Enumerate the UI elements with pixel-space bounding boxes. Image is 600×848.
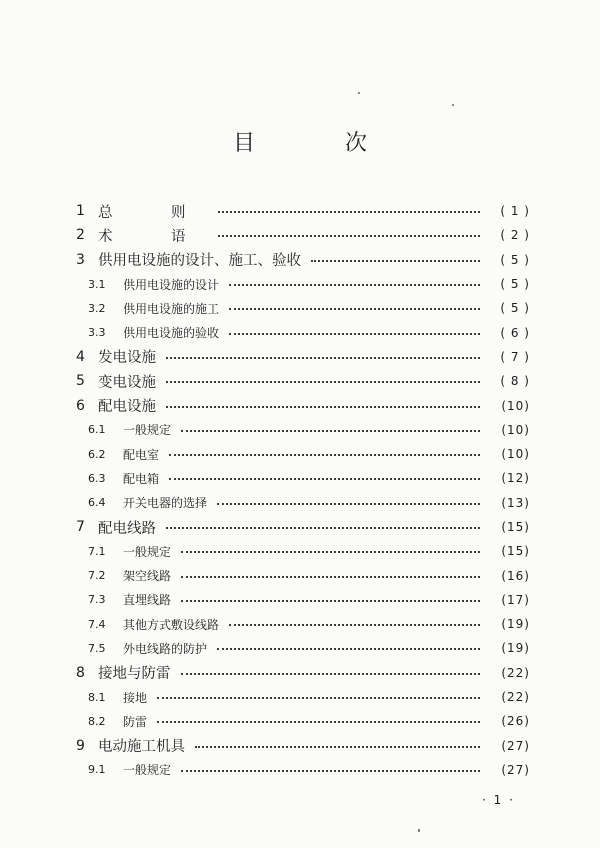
toc-entry: [76, 345, 530, 369]
dot-leader: [311, 258, 480, 262]
toc-entry-title: 供用电设施的施工: [123, 301, 220, 316]
dot-leader: [181, 768, 480, 772]
toc-entry-page: ( 7 ): [500, 349, 530, 364]
toc-entry: [76, 539, 530, 563]
toc-entry-title: 电动施工机具: [98, 739, 185, 756]
toc-entry-title: 配电箱: [123, 471, 160, 486]
toc-entry: [76, 466, 530, 490]
toc-entry-title: 接地: [123, 690, 148, 705]
toc-entry-number: 7.5: [88, 641, 106, 655]
toc-entry-title: 总 则: [98, 204, 208, 221]
dot-leader: [166, 404, 480, 408]
toc-entry-title: 一般规定: [123, 763, 172, 778]
toc-entry: [76, 685, 530, 709]
toc-entry-number: 8: [76, 664, 85, 681]
toc-entry-page: (15): [501, 520, 530, 534]
toc-entry-page: ( 5 ): [500, 277, 530, 292]
toc-entry-number: 9: [76, 737, 85, 754]
toc-entry: [76, 588, 530, 612]
dot-leader: [166, 525, 480, 529]
dot-leader: [229, 282, 480, 286]
toc-entry-number: 3.1: [88, 277, 106, 291]
toc-entry: [76, 612, 530, 636]
toc-entry-number: 7.1: [88, 544, 106, 558]
toc-entry-title: 术 语: [98, 228, 208, 245]
dot-leader: [229, 306, 480, 310]
toc-entry-page: (26): [501, 714, 530, 729]
dot-leader: [169, 452, 480, 456]
toc-entry: [76, 515, 530, 539]
dot-leader: [218, 233, 481, 237]
toc-entry: [76, 393, 530, 417]
dot-leader: [181, 549, 480, 553]
toc-entry-page: (22): [501, 690, 530, 705]
dot-leader: [181, 428, 480, 432]
toc-entry-page: ( 5 ): [500, 301, 530, 316]
dot-leader: [157, 719, 480, 723]
toc-entry-number: 3.2: [88, 301, 106, 315]
toc-entry-number: 3.3: [88, 326, 106, 340]
toc-entry-title: 接地与防雷: [98, 666, 171, 683]
toc-entry: [76, 418, 530, 442]
dot-leader: [229, 331, 480, 335]
scan-speck: [418, 829, 420, 832]
toc-entry-number: 2: [76, 227, 85, 244]
scan-speck: [358, 92, 360, 94]
scan-speck: [452, 104, 454, 106]
toc-entry-title: 一般规定: [123, 544, 172, 559]
toc-entry: [76, 758, 530, 782]
toc-entry: [76, 491, 530, 515]
toc-entry: [76, 563, 530, 587]
toc-entry-page: ( 5 ): [500, 252, 530, 267]
toc-entry-page: (22): [501, 665, 530, 680]
toc-entry-title: 直埋线路: [123, 593, 172, 608]
dot-leader: [195, 744, 480, 748]
toc-entry-page: (12): [501, 471, 530, 486]
toc-entry: [76, 199, 530, 223]
dot-leader: [218, 209, 481, 213]
toc-entry: [76, 320, 530, 344]
toc-entry-page: (17): [501, 592, 530, 607]
toc-entry-page: ( 2 ): [500, 228, 530, 243]
toc-entry-number: 6: [76, 397, 85, 414]
dot-leader: [181, 671, 481, 675]
toc-entry-title: 配电设施: [98, 399, 156, 416]
toc-entry-number: 8.2: [88, 714, 106, 728]
toc-entry: [76, 734, 530, 758]
toc-entry-page: (19): [501, 641, 530, 656]
table-of-contents: [76, 199, 530, 782]
toc-entry-title: 供用电设施的设计: [123, 277, 220, 292]
dot-leader: [181, 574, 480, 578]
toc-entry-number: 1: [76, 203, 85, 220]
dot-leader: [166, 379, 480, 383]
toc-entry-page: (27): [501, 738, 530, 753]
toc-entry-page: ( 8 ): [500, 374, 530, 389]
toc-entry-title: 一般规定: [123, 423, 172, 438]
dot-leader: [166, 355, 480, 359]
toc-entry: [76, 442, 530, 466]
toc-entry: [76, 296, 530, 320]
toc-entry: [76, 223, 530, 247]
dot-leader: [229, 622, 480, 626]
toc-entry-number: 8.1: [88, 690, 106, 704]
toc-entry-number: 6.4: [88, 496, 106, 510]
toc-entry: [76, 248, 530, 272]
toc-entry-number: 9.1: [88, 763, 106, 777]
toc-entry-number: 6.2: [88, 447, 106, 461]
toc-entry-number: 6.3: [88, 471, 106, 485]
toc-entry-title: 配电线路: [98, 520, 156, 537]
toc-entry-title: 外电线路的防护: [123, 641, 208, 656]
toc-entry-title: 开关电器的选择: [123, 496, 208, 511]
page-number: · 1 ·: [482, 793, 515, 807]
toc-entry-page: (15): [501, 544, 530, 559]
toc-entry-number: 7.4: [88, 617, 106, 631]
dot-leader: [217, 501, 480, 505]
toc-entry-title: 供用电设施的验收: [123, 326, 220, 341]
toc-entry-title: 发电设施: [98, 350, 156, 367]
toc-entry: [76, 369, 530, 393]
toc-entry-number: 7.2: [88, 569, 106, 583]
toc-entry-title: 架空线路: [123, 569, 172, 584]
toc-entry-page: (10): [501, 398, 530, 413]
toc-entry-page: (13): [501, 495, 530, 510]
toc-entry-page: (19): [501, 617, 530, 632]
toc-entry-page: ( 1 ): [500, 204, 530, 219]
toc-entry-number: 6.1: [88, 423, 106, 437]
toc-entry: [76, 636, 530, 660]
page-title: 目 次: [232, 131, 401, 156]
toc-entry-number: 7.3: [88, 593, 106, 607]
toc-entry-title: 其他方式敷设线路: [123, 617, 220, 632]
toc-entry-page: (10): [501, 447, 530, 462]
toc-entry-page: (27): [501, 762, 530, 777]
toc-entry-page: (10): [501, 422, 530, 437]
toc-entry-page: (16): [501, 568, 530, 583]
toc-entry-title: 变电设施: [98, 374, 156, 391]
toc-entry-number: 5: [76, 373, 85, 390]
toc-entry: [76, 272, 530, 296]
dot-leader: [217, 646, 480, 650]
toc-entry-page: ( 6 ): [500, 325, 530, 340]
toc-entry-number: 7: [76, 519, 85, 535]
dot-leader: [169, 476, 480, 480]
toc-entry-title: 供用电设施的设计、施工、验收: [98, 253, 301, 270]
toc-entry-title: 防雷: [123, 714, 148, 729]
toc-entry-number: 3: [76, 251, 85, 268]
toc-entry-number: 4: [76, 348, 85, 365]
dot-leader: [181, 598, 480, 602]
dot-leader: [157, 695, 480, 699]
toc-entry: [76, 709, 530, 733]
toc-entry-title: 配电室: [123, 447, 160, 462]
toc-entry: [76, 661, 530, 685]
